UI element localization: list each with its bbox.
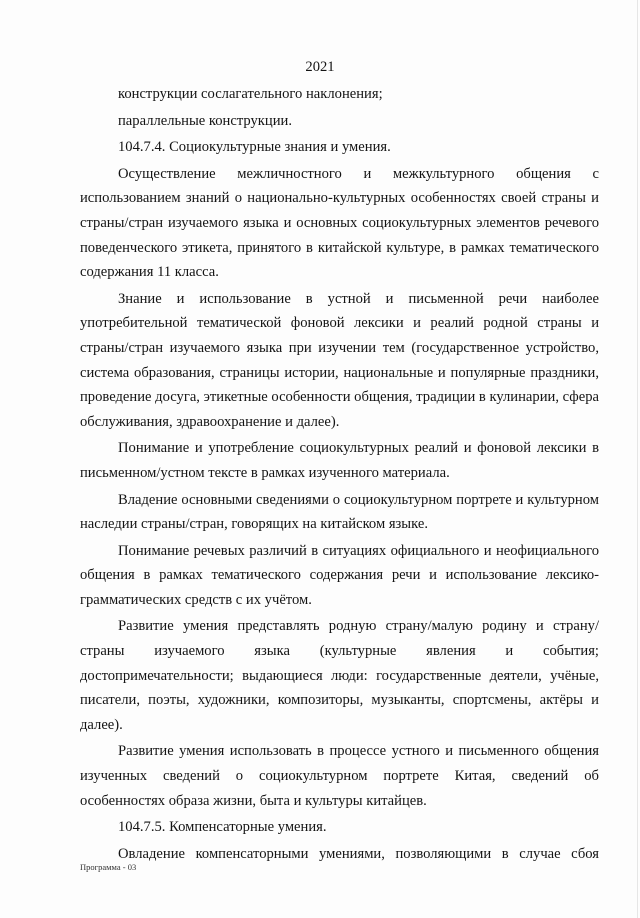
footer-program-label: Программа - 03: [80, 862, 137, 872]
body-text: [80, 82, 599, 866]
scan-edge-line: [637, 0, 638, 918]
section-heading-104-7-5: 104.7.5. Компенсаторные умения.: [118, 819, 327, 836]
paragraph-parallel-constructions: параллельные конструкции.: [118, 112, 292, 129]
paragraph-present-country: Развитие умения представлять родную страну/малую родину и страну/страны изучаемого языка (культурные явления и события; достопримечательности; выдающиеся люди: государственные деятели, учёные, писатели, поэты, художники, композиторы, музыканты, спортсмены, актёры и далее).: [80, 618, 599, 733]
paragraph-china-portrait: Развитие умения использовать в процессе устного и письменного общения изученных сведений о социокультурном портрете Китая, сведений об особенностях образа жизни, быта и культуры китайцев.: [80, 743, 599, 809]
paragraph-compensatory-skills: Овладение компенсаторными умениями, позволяющими в случае сбоя: [118, 845, 599, 862]
paragraph-sociocultural-realia: Понимание и употребление социокультурных реалий и фоновой лексики в письменном/устном тексте в рамках изученного материала.: [80, 440, 599, 481]
paragraph-background-vocabulary: Знание и использование в устной и письменной речи наиболее употребительной тематической фоновой лексики и реалий родной страны и страны/стран изучаемого языка при изучении тем (государственное устройство, система образования, страницы истории, национальные и популярные праздники, проведение досуга, этикетные особенности общения, традиции в кулинарии, сфера обслуживания, здравоохранение и далее).: [80, 290, 599, 430]
paragraph-cultural-heritage: Владение основными сведениями о социокультурном портрете и культурном наследии страны/стран, говорящих на китайском языке.: [80, 491, 599, 533]
page-number: 2021: [305, 59, 335, 75]
paragraph-speech-differences: Понимание речевых различий в ситуациях официального и неофициального общения в рамках тематического содержания речи и использование лексико-грамматических средств с их учётом.: [80, 542, 599, 608]
section-heading-104-7-4: 104.7.4. Социокультурные знания и умения.: [118, 139, 391, 156]
paragraph-subjunctive-constructions: конструкции сослагательного наклонения;: [118, 86, 383, 102]
paragraph-intercultural-communication: Осуществление межличностного и межкультурного общения с использованием знаний о национально-культурных особенностях своей страны и страны/стран изучаемого языка и основных социокультурных элементов речевого поведенческого этикета, принятого в китайской культуре, в рамках тематического содержания 11 класса.: [80, 165, 599, 281]
